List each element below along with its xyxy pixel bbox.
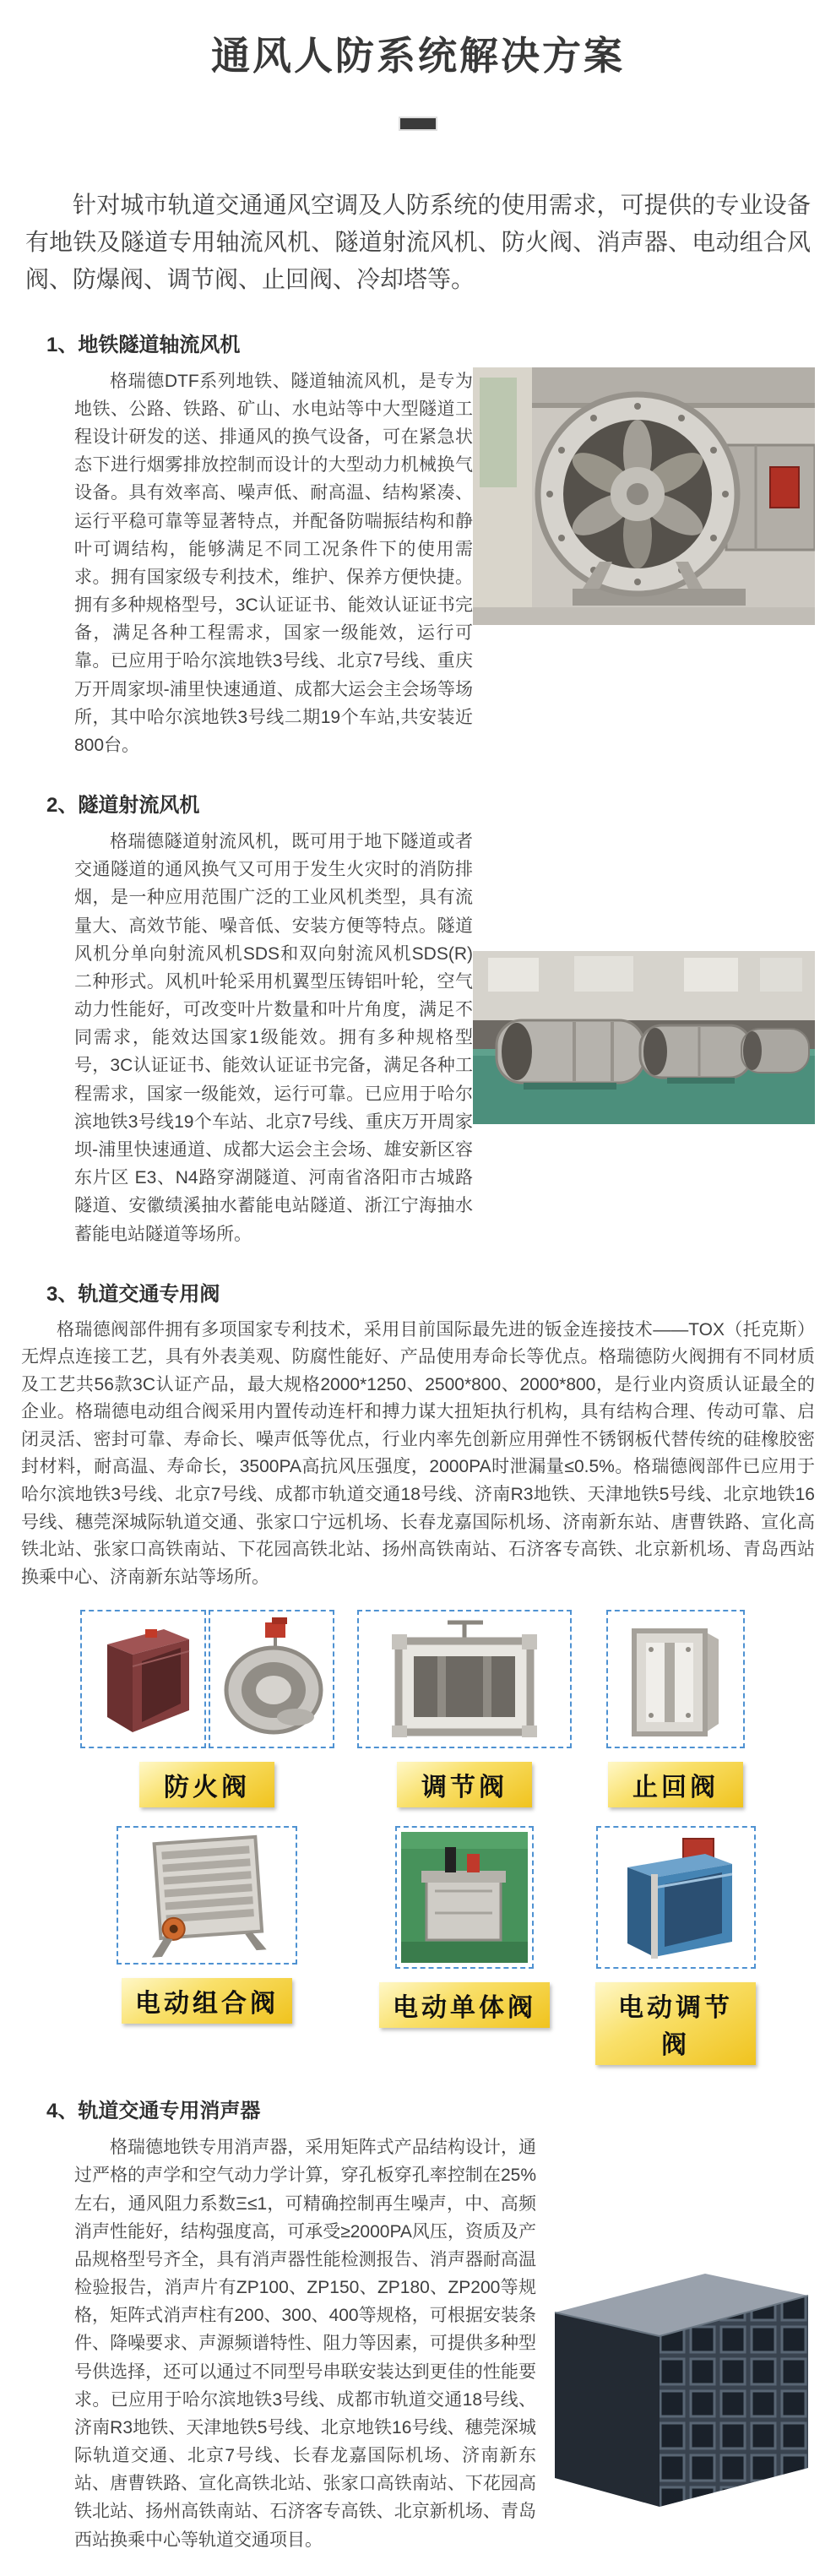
valve-label-check-valve: 止回阀 bbox=[608, 1762, 743, 1807]
section-muffler bbox=[21, 2094, 815, 2554]
electric-regulating-valve-illustration bbox=[602, 1832, 750, 1963]
valve-label-regulating-valve: 调节阀 bbox=[397, 1762, 532, 1807]
section-4-heading: 4、轨道交通专用消声器 bbox=[46, 2100, 261, 2123]
section-3-body: 格瑞德阀部件拥有多项国家专利技术，采用目前国际最先进的钣金连接技术——TOX（托克斯）无焊点连接工艺，具有外表美观、防腐性能好、产品使用寿命长等优点。格瑞德防火阀拥有不同材质及工艺共56款3C认证产品，最大规格2000*1250、2500*800、2000*800，是行业内资质认证最全的企业。格瑞德电动组合阀采用内置传动连杆和搏力谋大扭矩执行机构，具有结构合理、传动可靠、启闭灵活、密封可靠、寿命长、噪声低等优点，行业内率先创新应用弹性不锈钢板代替传统的硅橡胶密封材料，耐高温、寿命长，3500PA高抗风压强度，2000PA时泄漏量≤0.5%。格瑞德阀部件已应用于哈尔滨地铁3号线、北京7号线、成都市轨道交通18号线、济南R3地铁、天津地铁5号线、北京地铁16号线、穗莞深城际轨道交通、张家口宁远机场、长春龙嘉国际机场、济南新东站、唐曹铁路、宣化高铁北站、张家口高铁南站、下花园高铁北站、扬州高铁南站、石济客专高铁、北京新机场、青岛西站换乘中心、济南新东站等场所。 bbox=[21, 1319, 815, 1587]
valve-label-electric-regulating-valve: 电动调节阀 bbox=[595, 1982, 756, 2065]
electric-single-valve-photo bbox=[395, 1826, 534, 1969]
muffler-photo bbox=[536, 2133, 815, 2514]
valve-cell-check-valve bbox=[595, 1610, 756, 1807]
valve-cell-electric-combination-valve bbox=[80, 1826, 334, 2065]
valve-cell-regulating-valve bbox=[350, 1610, 578, 1807]
axial-fan-photo bbox=[473, 367, 815, 625]
valve-label-electric-single-valve: 电动单体阀 bbox=[379, 1982, 550, 2028]
section-1-heading: 1、地铁隧道轴流风机 bbox=[46, 333, 241, 356]
section-2-heading: 2、隧道射流风机 bbox=[46, 794, 200, 818]
section-2-body: 格瑞德隧道射流风机，既可用于地下隧道或者交通隧道的通风换气又可用于发生火灾时的消防排烟，是一种应用范围广泛的工业风机类型，具有流量大、高效节能、噪音低、安装方便等特点。隧道风机分单向射流风机SDS和双向射流风机SDS(R)二种形式。风机叶轮采用机翼型压铸铝叶轮，空气动力性能好，可改变叶片数量和叶片角度，满足不同需求，能效达国家1级能效。拥有多种规格型号，3C认证证书、能效认证证书完备，满足各种工程需求，国家一级能效，运行可靠。已应用于哈尔滨地铁3号线19个车站、北京7号线、重庆万开周家坝-浦里快速通道、成都大运会主会场、雄安新区容东片区 E3、N4路穿湖隧道、河南省洛阳市古城路隧道、安徽绩溪抽水蓄能电站隧道、浙江宁海抽水蓄能电站隧道等场所。 bbox=[74, 832, 473, 1244]
jet-fan-illustration bbox=[473, 951, 815, 1124]
electric-regulating-valve-photo bbox=[596, 1826, 756, 1969]
fire-damper-illustration bbox=[86, 1616, 200, 1742]
title-dash bbox=[399, 117, 437, 131]
valve-row-1 bbox=[80, 1610, 756, 1807]
fire-damper-frames bbox=[80, 1610, 334, 1748]
circular-fire-damper-photo bbox=[209, 1610, 334, 1748]
section-valves bbox=[21, 1277, 815, 2065]
electric-combination-valve-illustration bbox=[122, 1832, 291, 1959]
valve-cell-electric-regulating-valve bbox=[595, 1826, 756, 2065]
valve-label-electric-combination-valve: 电动组合阀 bbox=[122, 1978, 292, 2024]
axial-fan-illustration bbox=[473, 367, 815, 625]
section-4-body: 格瑞德地铁专用消声器，采用矩阵式产品结构设计，通过严格的声学和空气动力学计算，穿孔板穿孔率控制在25%左右，通风阻力系数Ξ≤1，可精确控制再生噪声，中、高频消声性能好，结构强度高，可承受≥2000PA风压，资质及产品规格型号齐全，具有消声器性能检测报告、消声器耐高温检验报告，消声片有ZP100、ZP150、ZP180、ZP200等规格，矩阵式消声柱有200、300、400等规格，可根据安装条件、降噪要求、声源频谱特性、阻力等因素，可提供多种型号供选择，还可以通过不同型号串联安装达到更佳的性能要求。已应用于哈尔滨地铁3号线、成都市轨道交通18号线、济南R3地铁、天津地铁5号线、北京地铁16号线、穗莞深城际轨道交通、北京7号线、长春龙嘉国际机场、济南新东站、唐曹铁路、宣化高铁北站、张家口高铁南站、下花园高铁北站、扬州高铁南站、石济客专高铁、北京新机场、青岛西站换乘中心等轨道交通项目。 bbox=[74, 2138, 536, 2550]
jet-fan-photo bbox=[473, 951, 815, 1124]
section-3-heading: 3、轨道交通专用阀 bbox=[46, 1282, 220, 1306]
fire-damper-photo bbox=[80, 1610, 206, 1748]
valve-cell-electric-single-valve bbox=[350, 1826, 578, 2065]
valve-row-2 bbox=[80, 1826, 756, 2065]
electric-single-valve-illustration bbox=[401, 1832, 528, 1963]
intro-paragraph: 针对城市轨道交通通风空调及人防系统的使用需求，可提供的专业设备有地铁及隧道专用轴流风机、隧道射流风机、防火阀、消声器、电动组合风阀、防爆阀、调节阀、止回阀、冷却塔等。 bbox=[25, 192, 811, 293]
check-valve-photo bbox=[606, 1610, 745, 1748]
page-title: 通风人防系统解决方案 bbox=[211, 34, 625, 78]
muffler-illustration bbox=[536, 2260, 815, 2514]
section-axial-fan bbox=[21, 328, 815, 759]
bottom-spacer bbox=[0, 2554, 836, 2576]
valve-label-fire-damper: 防火阀 bbox=[139, 1762, 274, 1807]
check-valve-illustration bbox=[612, 1616, 739, 1742]
section-jet-fan bbox=[21, 788, 815, 1248]
valve-cell-fire-damper bbox=[80, 1610, 334, 1807]
regulating-valve-illustration bbox=[363, 1616, 566, 1742]
circular-damper-illustration bbox=[214, 1616, 328, 1742]
electric-combination-valve-photo bbox=[117, 1826, 297, 1965]
valve-gallery bbox=[21, 1610, 815, 2065]
regulating-valve-photo bbox=[357, 1610, 572, 1748]
section-1-body: 格瑞德DTF系列地铁、隧道轴流风机，是专为地铁、公路、铁路、矿山、水电站等中大型隧道工程设计研发的送、排通风的换气设备，可在紧急状态下进行烟雾排放控制而设计的大型动力机械换气设备。具有效率高、噪声低、耐高温、结构紧凑、运行平稳可靠等显著特点，并配备防喘振结构和静叶可调结构，能够满足不同工况条件下的使用需求。拥有国家级专利技术，维护、保养方便快捷。拥有多种规格型号，3C认证证书、能效认证证书完备，满足各种工程需求，国家一级能效，运行可靠。已应用于哈尔滨地铁3号线、北京7号线、重庆万开周家坝-浦里快速通道、成都大运会主会场等场所，其中哈尔滨地铁3号线二期19个车站,共安装近800台。 bbox=[74, 371, 473, 755]
